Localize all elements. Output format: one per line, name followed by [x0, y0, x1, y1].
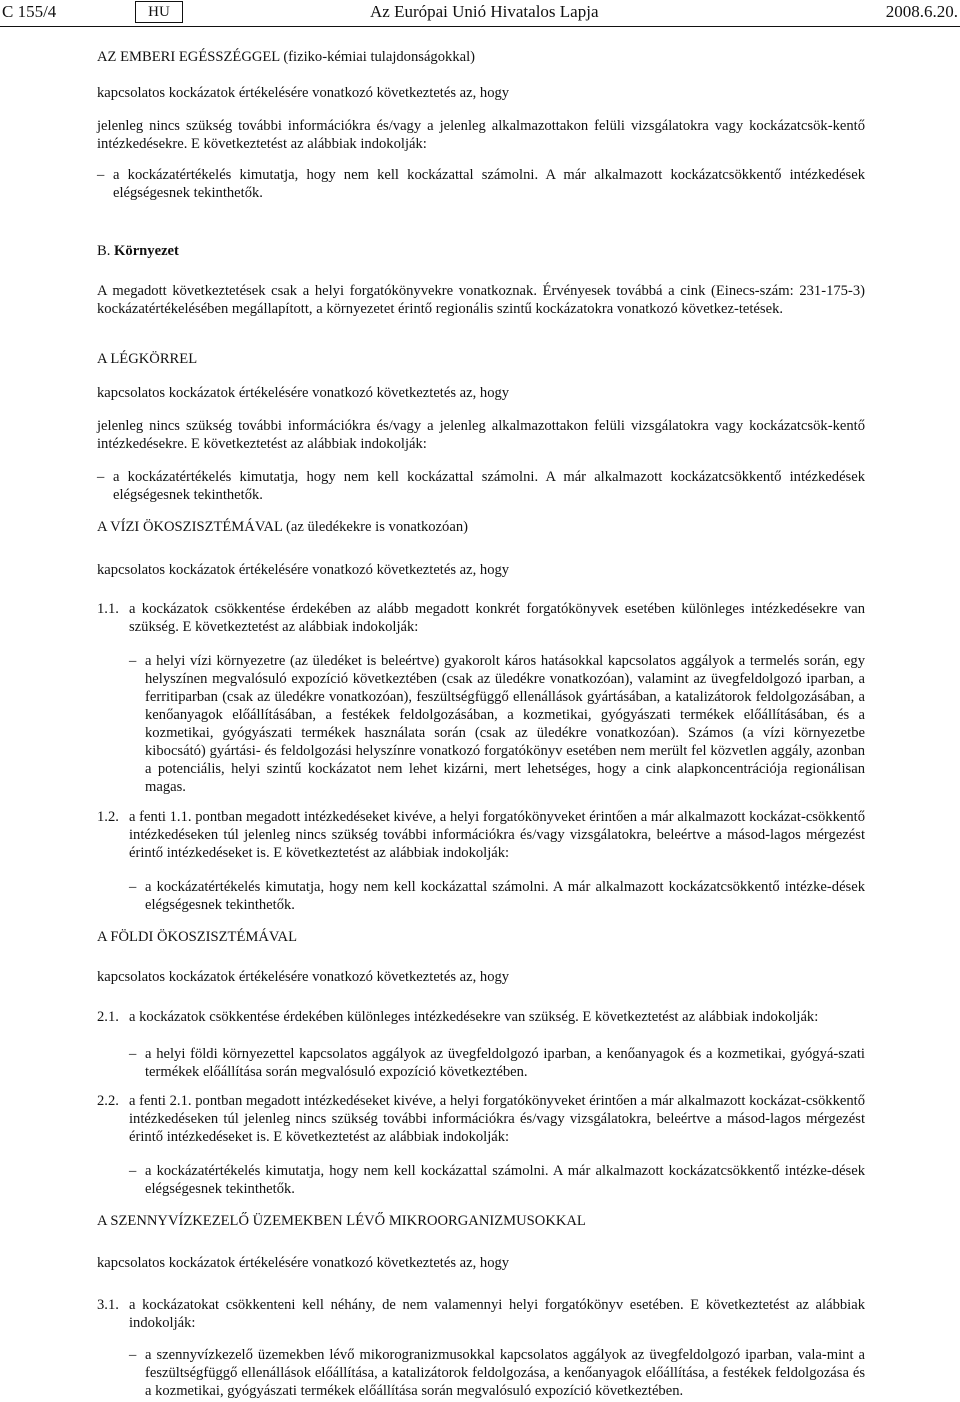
publication-date: 2008.6.20. [885, 2, 958, 21]
numbered-item: a kockázatok csökkentése érdekében az alább megadott konkrét forgatókönyvek esetében különleges intézkedésekre van szükség. E következtetést az alábbiak indokolják: [129, 601, 865, 635]
item-number: 2.1. [97, 1009, 119, 1025]
section-label: B. [97, 243, 111, 259]
dash-marker: – [129, 1046, 137, 1062]
dash-marker: – [129, 1347, 137, 1363]
section-title-atmosphere: A LÉGKÖRREL [97, 351, 198, 367]
numbered-item: a fenti 1.1. pontban megadott intézkedéseket kivéve, a helyi forgatókönyveket érintően a már alkalmazott kockázat-csökkentő intézkedéseken túl jelenleg nincs szükség további információkra és/vagy vizsgálatokra, beleértve a másod-lagos mérgezést érintő intézkedéseket is. E következtetést az alábbiak indokolják: [129, 809, 865, 861]
journal-title: Az Európai Unió Hivatalos Lapja [370, 2, 599, 21]
item-number: 1.1. [97, 601, 119, 617]
section-title-aquatic: A VÍZI ÖKOSZISZTÉMÁVAL (az üledékekre is vonatkozóan) [97, 519, 468, 535]
section-title-terrestrial: A FÖLDI ÖKOSZISZTÉMÁVAL [97, 929, 297, 945]
dash-item: a kockázatértékelés kimutatja, hogy nem kell kockázattal számolni. A már alkalmazott kockázatcsökkentő intézkedések elégségesnek tekinthetők. [113, 167, 865, 201]
dash-item: a kockázatértékelés kimutatja, hogy nem kell kockázattal számolni. A már alkalmazott kockázatcsökkentő intézke-dések elégségesnek tekinthetők. [145, 879, 865, 913]
conclusion-intro: kapcsolatos kockázatok értékelésére vonatkozó következtetés az, hogy [97, 85, 510, 101]
language-badge: HU [135, 1, 183, 23]
paragraph: jelenleg nincs szükség további információkra és/vagy a jelenleg alkalmazottakon felüli vizsgálatokra vagy kockázatcsök-kentő intézkedésekre. E következtetést az alábbiak indokolják: [97, 118, 865, 152]
numbered-item: a kockázatok csökkentése érdekében különleges intézkedésekre van szükség. E következtetést az alábbiak indokolják: [129, 1009, 819, 1025]
page-number: C 155/4 [2, 2, 57, 21]
dash-marker: – [97, 469, 105, 485]
dash-marker: – [129, 879, 137, 895]
dash-item: a kockázatértékelés kimutatja, hogy nem kell kockázattal számolni. A már alkalmazott kockázatcsökkentő intézke-dések elégségesnek tekinthetők. [145, 1163, 865, 1197]
conclusion-intro: kapcsolatos kockázatok értékelésére vonatkozó következtetés az, hogy [97, 1255, 510, 1271]
paragraph: A megadott következtetések csak a helyi forgatókönyvekre vonatkoznak. Érvényesek továbbá a cink (Einecs-szám: 231-175-3) kockázatértékelésében megállapított, a környezetet érintő regionális szintű kockázatokra vonatkozó következ-tetések. [97, 283, 865, 317]
conclusion-intro: kapcsolatos kockázatok értékelésére vonatkozó következtetés az, hogy [97, 385, 510, 401]
section-heading-environment [97, 242, 865, 260]
dash-marker: – [129, 653, 137, 669]
paragraph: jelenleg nincs szükség további információkra és/vagy a jelenleg alkalmazottakon felüli vizsgálatokra vagy kockázatcsök-kentő intézkedésekre. E következtetést az alábbiak indokolják: [97, 418, 865, 452]
section-name: Környezet [114, 243, 179, 259]
numbered-item: a kockázatokat csökkenteni kell néhány, de nem valamennyi helyi forgatókönyv esetében. E következtetést az alábbiak indokolják: [129, 1297, 865, 1331]
page-header [0, 0, 960, 26]
dash-item: a helyi vízi környezetre (az üledéket is beleértve) gyakorolt káros hatásokkal kapcsolatos aggályok a termelés során, egy helyszínen megvalósuló expozíció következtében (csak az üledékre vonatkozóan), valamint az üvegfeldolgozó iparban, a ferritiparban (csak az üledékre vonatkozóan), feszültségfüggő ellenállások gyártásában, a katalizátorok feldolgozásában, a kenőanyagok előállításában, a festékek feldolgozásában, a kozmetikai, gyógyászati termékek előállításában, és a kozmetikai, gyógyászati termékek használata során (csak az üledékre vonatkozóan). Számos (a vízi környezetbe kibocsátó) gyártási- és feldolgozási helyszínre vonatkozó forgatókönyv esetében nem merült fel közvetlen aggály, azonban a potenciális, helyi szintű kockázatot nem lehet kizárni, mert lehetséges, hogy a cink alapkoncentrációja regionálisan magas. [145, 653, 865, 795]
dash-item: a helyi földi környezettel kapcsolatos aggályok az üvegfeldolgozó iparban, a kenőanyagok és a kozmetikai, gyógyá-szati termékek előállítása során megvalósuló expozíció következtében. [145, 1046, 865, 1080]
dash-item: a szennyvízkezelő üzemekben lévő mikorogranizmusokkal kapcsolatos aggályok az üvegfeldolgozó iparban, vala-mint a feszültségfüggő ellenállások előállítása, a katalizátorok feldolgozása, a kenőanyagok előállítása, a festékek feldolgozása és a kozmetikai, gyógyászati termékek előállítása során megvalósuló expozíció következtében. [145, 1347, 865, 1399]
item-number: 1.2. [97, 809, 119, 825]
conclusion-intro: kapcsolatos kockázatok értékelésére vonatkozó következtetés az, hogy [97, 969, 510, 985]
conclusion-intro: kapcsolatos kockázatok értékelésére vonatkozó következtetés az, hogy [97, 562, 510, 578]
dash-marker: – [97, 167, 105, 183]
header-rule [0, 26, 960, 27]
dash-item: a kockázatértékelés kimutatja, hogy nem kell kockázattal számolni. A már alkalmazott kockázatcsökkentő intézkedések elégségesnek tekinthetők. [113, 469, 865, 503]
item-number: 2.2. [97, 1093, 119, 1109]
item-number: 3.1. [97, 1297, 119, 1313]
section-title-microorganisms: A SZENNYVÍZKEZELŐ ÜZEMEKBEN LÉVŐ MIKROORGANIZMUSOKKAL [97, 1213, 586, 1229]
dash-marker: – [129, 1163, 137, 1179]
numbered-item: a fenti 2.1. pontban megadott intézkedéseket kivéve, a helyi forgatókönyveket érintően a már alkalmazott kockázat-csökkentő intézkedéseken túl jelenleg nincs szükség további információkra és/vagy vizsgálatokra, beleértve a másod-lagos mérgezést érintő intézkedéseket is. E következtetést az alábbiak indokolják: [129, 1093, 865, 1145]
section-title-human-health: AZ EMBERI EGÉSSZÉGGEL (fiziko-kémiai tulajdonságokkal) [97, 49, 476, 65]
